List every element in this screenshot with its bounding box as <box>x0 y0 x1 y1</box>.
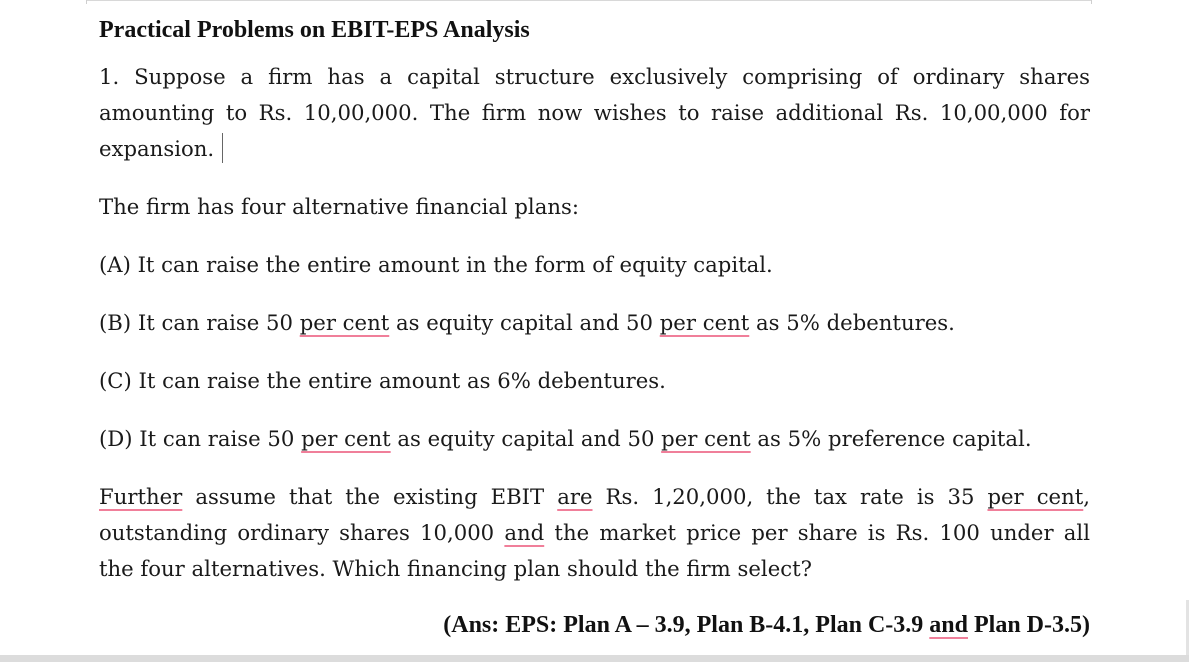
plans-intro: The firm has four alternative financial plans: <box>99 194 579 219</box>
problem-line-3 <box>99 131 1090 167</box>
assumptions-text: the market price per share is Rs. 100 under all <box>544 520 1090 545</box>
spellcheck-word[interactable]: per cent <box>301 426 391 451</box>
spellcheck-word[interactable]: per cent <box>659 310 750 335</box>
plan-d-text-2: as equity capital and 50 <box>390 426 662 451</box>
status-bar-edge <box>0 655 1189 662</box>
plan-c: (C) It can raise the entire amount as 6% debentures. <box>99 368 666 393</box>
plan-b-text-1: (B) It can raise 50 <box>99 310 300 335</box>
plan-b <box>99 305 1090 341</box>
plan-d-text-1: (D) It can raise 50 <box>99 426 302 451</box>
plan-d-text-3: as 5% preference capital. <box>750 426 1032 451</box>
assumptions-text: assume that the existing EBIT <box>182 484 558 509</box>
document-heading: Practical Problems on EBIT-EPS Analysis <box>99 17 530 43</box>
problem-line-2: amounting to Rs. 10,00,000. The firm now wishes to raise additional Rs. 10,00,000 for <box>99 100 1090 125</box>
page-corner-left <box>86 0 87 4</box>
problem-paragraph <box>99 59 1090 167</box>
spellcheck-word[interactable]: and <box>504 520 545 545</box>
answer-line <box>99 607 1090 643</box>
assumptions-text: outstanding ordinary shares 10,000 <box>99 520 505 545</box>
problem-line-1: 1. Suppose a firm has a capital structure exclusively comprising of ordinary shares <box>99 64 1090 89</box>
problem-line-3-text: expansion. <box>99 136 215 161</box>
spellcheck-word[interactable]: per cent <box>987 484 1084 509</box>
page-top-edge <box>86 0 1092 3</box>
plan-b-text-2: as equity capital and 50 <box>389 310 660 335</box>
answer-text-1: (Ans: EPS: Plan A – 3.9, Plan B-4.1, Plan C-3.9 <box>443 612 930 638</box>
assumptions-text: Rs. 1,20,000, the tax rate is 35 <box>592 484 988 509</box>
assumptions-text: , <box>1083 484 1091 509</box>
answer-text-2: Plan D-3.5) <box>968 612 1090 638</box>
document-body[interactable] <box>99 12 1090 643</box>
plan-d <box>99 421 1090 457</box>
assumptions-line-1 <box>99 479 1090 515</box>
assumptions-line-3: the four alternatives. Which financing plan should the firm select? <box>99 556 812 581</box>
plan-a: (A) It can raise the entire amount in the form of equity capital. <box>99 252 773 277</box>
text-cursor <box>222 133 223 163</box>
page-corner-right <box>1091 0 1092 4</box>
plan-b-text-3: as 5% debentures. <box>749 310 955 335</box>
assumptions-line-2 <box>99 515 1090 551</box>
assumptions-paragraph <box>99 479 1090 587</box>
spellcheck-word[interactable]: and <box>929 612 968 638</box>
spellcheck-word[interactable]: per cent <box>299 310 390 335</box>
spellcheck-word[interactable]: per cent <box>661 426 751 451</box>
spellcheck-word[interactable]: Further <box>99 484 183 509</box>
spellcheck-word[interactable]: are <box>557 484 593 509</box>
